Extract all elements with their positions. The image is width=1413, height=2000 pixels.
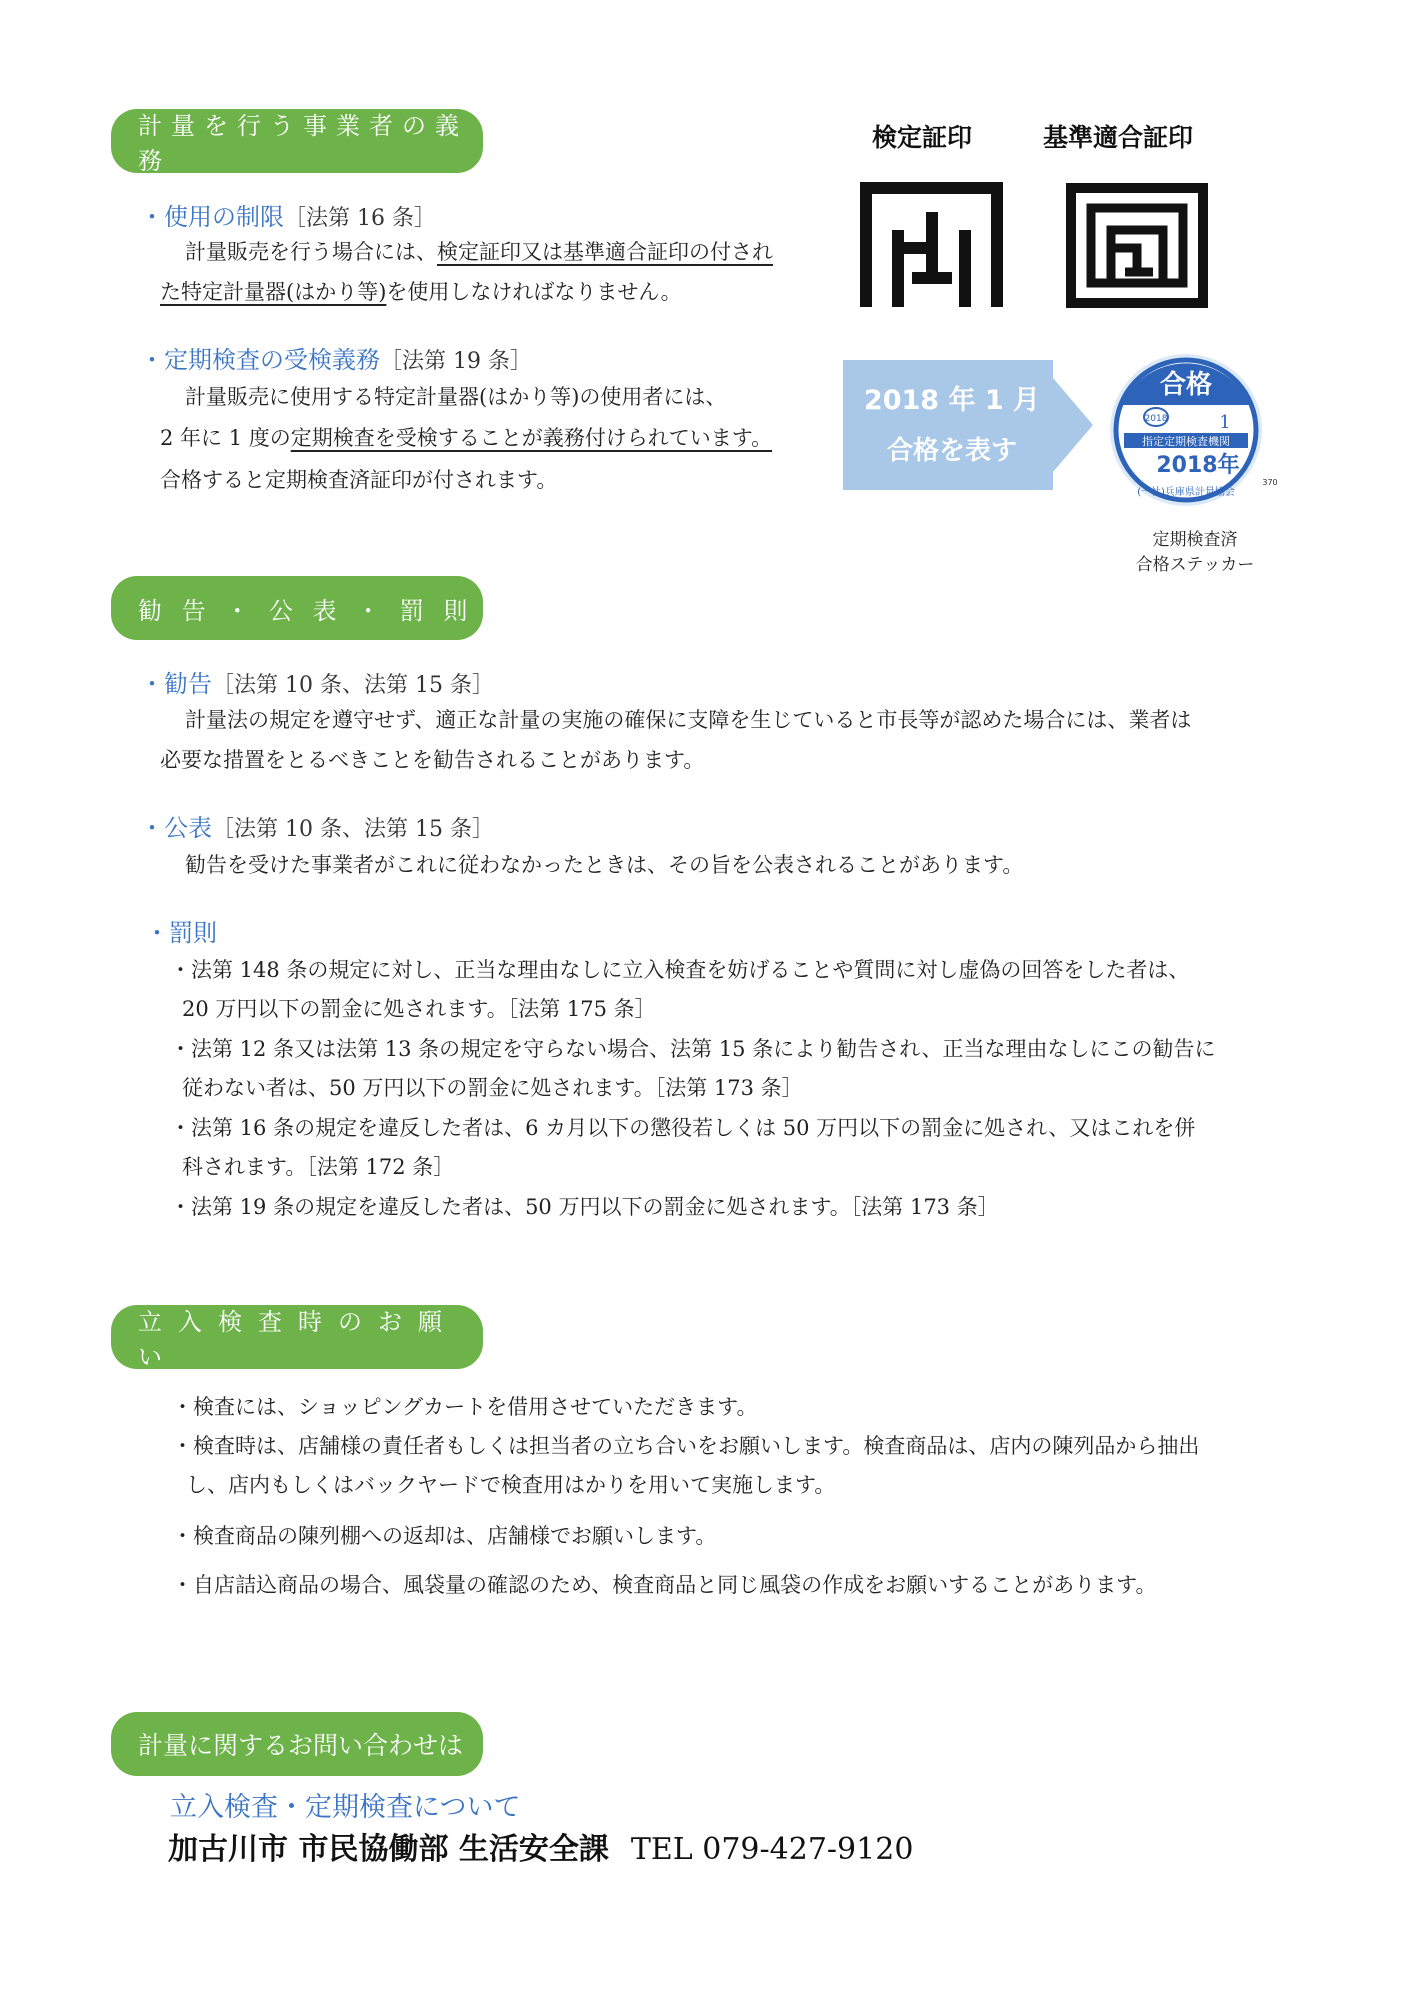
- usage-restriction-law: ［法第 16 条］: [284, 206, 436, 231]
- periodic-inspection-heading: [140, 340, 532, 375]
- usage-line-2-underlined: た特定計量器(はかり等): [160, 280, 387, 304]
- publication-title: ・公表: [140, 814, 212, 842]
- penalty-item-2-line-2: 従わない者は、50 万円以下の罰金に処されます。［法第 173 条］: [182, 1076, 803, 1100]
- penalty-heading: [145, 913, 217, 948]
- callout-line-2: 合格を表す: [886, 436, 1017, 466]
- request-item-2-line-1: ・検査時は、店舗様の責任者もしくは担当者の立ち合いをお願いします。検査商品は、店内の陳列品から抽出: [172, 1434, 1200, 1458]
- sticker-assoc: (一社)兵庫県計量協会: [1137, 487, 1235, 498]
- sticker-month: 1: [1219, 412, 1231, 433]
- usage-line-2: [160, 272, 682, 312]
- request-item-3: ・検査商品の陳列棚への返却は、店舗様でお願いします。: [172, 1524, 717, 1548]
- section-penalties-title: 勧 告 ・ 公 表 ・ 罰 則: [138, 596, 474, 625]
- advice-line-1: 計量法の規定を遵守せず、適正な計量の実施の確保に支障を生じていると市長等が認めた場合には、業者は: [185, 708, 1192, 732]
- section-contact-title: 計量に関するお問い合わせは: [138, 1731, 464, 1760]
- verification-stamp-label: 検定証印: [872, 123, 973, 152]
- penalty-item-1-line-1: ・法第 148 条の規定に対し、正当な理由なしに立入検査を妨げることや質問に対し虚偽の回答をした者は、: [170, 958, 1190, 982]
- contact-tel[interactable]: TEL 079-427-9120: [630, 1832, 914, 1867]
- conformity-stamp-icon: [1065, 182, 1209, 309]
- advice-line-2: 必要な措置をとるべきことを勧告されることがあります。: [160, 748, 705, 772]
- callout-2018-jan: [843, 360, 1093, 490]
- callout-line-1: 2018 年 1 月: [863, 385, 1041, 416]
- advice-law: ［法第 10 条、法第 15 条］: [212, 673, 494, 698]
- request-item-4: ・自店詰込商品の場合、風袋量の確認のため、検査商品と同じ風袋の作成をお願いすることがあります。: [172, 1573, 1157, 1597]
- penalty-item-2-line-1: ・法第 12 条又は法第 13 条の規定を守らない場合、法第 15 条により勧告され、正当な理由なしにこの勧告に: [170, 1037, 1216, 1061]
- section-onsite-inspection-title: 立入検査時のお願い: [138, 1308, 458, 1371]
- usage-line-1-plain: 計量販売を行う場合には、: [185, 240, 437, 264]
- usage-line-1-underlined: 検定証印又は基準適合証印の付され: [437, 240, 773, 264]
- publication-law: ［法第 10 条、法第 15 条］: [212, 817, 494, 842]
- section-onsite-inspection-header: [111, 1305, 483, 1369]
- periodic-inspection-law: ［法第 19 条］: [380, 349, 532, 374]
- section-penalties-header: [111, 576, 483, 640]
- sticker-top-text: 合格: [1159, 370, 1213, 400]
- inspection-line-1: 計量販売に使用する特定計量器(はかり等)の使用者には、: [185, 385, 727, 409]
- request-item-1: ・検査には、ショッピングカートを借用させていただきます。: [172, 1395, 758, 1419]
- contact-subtitle: 立入検査・定期検査について: [170, 1792, 521, 1823]
- inspection-line-3: 合格すると定期検査済証印が付されます。: [160, 468, 558, 492]
- inspection-line-2-plain: 2 年に 1 度の: [160, 426, 291, 450]
- conformity-stamp-label: 基準適合証印: [1043, 123, 1194, 152]
- penalty-item-3-line-2: 科されます。［法第 172 条］: [182, 1155, 455, 1179]
- penalty-item-3-line-1: ・法第 16 条の規定を違反した者は、6 カ月以下の懲役若しくは 50 万円以下の罰金に処され、又はこれを併: [170, 1116, 1196, 1140]
- sticker-caption-2: 合格ステッカー: [1135, 555, 1255, 575]
- penalty-title: ・罰則: [145, 919, 217, 947]
- sticker-org: 指定定期検査機関: [1142, 435, 1230, 448]
- sticker-caption-1: 定期検査済: [1152, 530, 1238, 550]
- periodic-inspection-title: ・定期検査の受検義務: [140, 346, 380, 374]
- verification-stamp-icon: [860, 182, 1003, 309]
- section-contact-header: [111, 1712, 483, 1776]
- inspection-line-2: [160, 418, 772, 458]
- penalty-item-1-line-2: 20 万円以下の罰金に処されます。［法第 175 条］: [182, 997, 656, 1021]
- section-obligations-title: 計量を行う事業者の義務: [138, 112, 468, 175]
- publication-heading: [140, 808, 494, 843]
- sticker-code: 370: [1262, 478, 1278, 487]
- usage-line-1: [185, 232, 773, 272]
- inspection-sticker-icon: [1100, 350, 1280, 510]
- section-obligations-header: [111, 109, 483, 173]
- usage-restriction-title: ・使用の制限: [140, 203, 284, 231]
- contact-department: 加古川市 市民協働部 生活安全課: [168, 1832, 609, 1867]
- advice-title: ・勧告: [140, 670, 212, 698]
- contact-line: [168, 1824, 913, 1868]
- advice-heading: [140, 664, 494, 699]
- sticker-year-small: 2018: [1144, 414, 1168, 424]
- usage-restriction-heading: [140, 197, 436, 232]
- sticker-year-big: 2018年: [1156, 453, 1240, 478]
- request-item-2-line-2: し、店内もしくはバックヤードで検査用はかりを用いて実施します。: [186, 1473, 836, 1497]
- penalty-item-4-line-1: ・法第 19 条の規定を違反した者は、50 万円以下の罰金に処されます。［法第 173 条］: [170, 1195, 999, 1219]
- usage-line-2-plain: を使用しなければなりません。: [386, 280, 682, 304]
- publication-line-1: 勧告を受けた事業者がこれに従わなかったときは、その旨を公表されることがあります。: [185, 853, 1024, 877]
- inspection-line-2-underlined: 定期検査を受検することが義務付けられています。: [290, 426, 773, 450]
